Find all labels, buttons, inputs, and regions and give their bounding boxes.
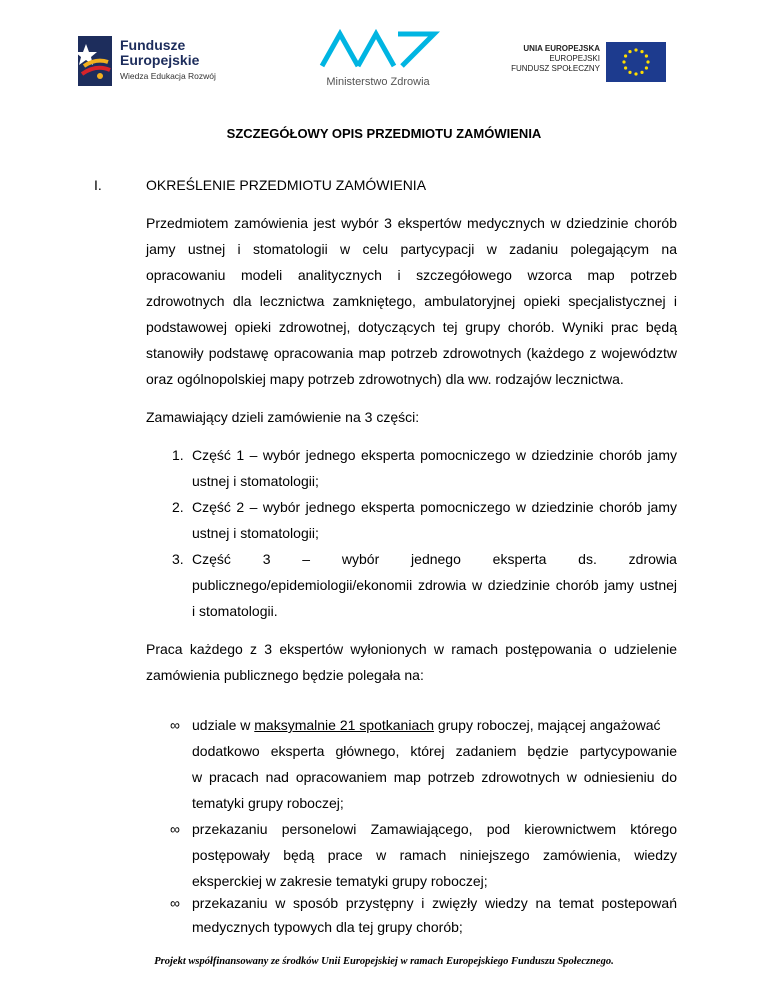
paragraph-line: zdrowotnych dla lecznictwa zamkniętego, ambulatoryjnej opieki specjalistycznej i [146, 293, 677, 309]
bullet-item: przekazaniu personelowi Zamawiającego, pod kierownictwem którego [192, 821, 677, 837]
unia-europejska-logo [496, 42, 686, 88]
list-number: 2. [172, 499, 184, 515]
bullet-icon: ∞ [170, 717, 180, 733]
list-word: ds. [578, 551, 597, 567]
paragraph-line: Praca każdego z 3 ekspertów wyłonionych w ramach postępowania o udzielenie [146, 641, 677, 657]
list-number: 3. [172, 551, 184, 567]
ue-line2: EUROPEJSKI [549, 54, 600, 63]
section-heading: OKREŚLENIE PRZEDMIOTU ZAMÓWIENIA [146, 177, 427, 193]
ue-line1: UNIA EUROPEJSKA [523, 44, 600, 53]
list-item: Część 2 – wybór jednego eksperta pomocniczego w dziedzinie chorób jamy [192, 499, 677, 515]
underlined-phrase: maksymalnie 21 spotkaniach [254, 717, 435, 733]
list-word: 3 [262, 551, 271, 567]
header-logos [0, 20, 768, 110]
bullet-item-continued: eksperckiej w zakresie tematyki grupy roboczej; [192, 873, 488, 889]
paragraph-line: podstawowej opieki zdrowotnej, dotyczących tej grupy chorób. Wyniki prac będą [146, 319, 677, 335]
bullet-item-continued: dodatkowo eksperta głównego, której zadaniem będzie partycypowanie [192, 743, 677, 759]
paragraph-line: opracowaniu modeli analitycznych i szczegółowego wzorca map potrzeb [146, 267, 677, 283]
paragraph-line: stanowiły podstawę opracowania map potrzeb zdrowotnych (każdego z województw [146, 345, 677, 361]
fundusze-europejskie-logo [78, 36, 238, 88]
paragraph-line: jamy ustnej i stomatologii w celu partycypacji w zadaniu polegającym na [146, 241, 677, 257]
list-word: wybór [341, 551, 380, 567]
fe-star-icon [78, 36, 112, 86]
list-number: 1. [172, 447, 184, 463]
ue-line3: FUNDUSZ SPOŁECZNY [511, 64, 600, 73]
fe-subtitle: Wiedza Edukacja Rozwój [120, 71, 216, 81]
paragraph-line: Przedmiotem zamówienia jest wybór 3 ekspertów medycznych w dziedzinie chorób [146, 215, 677, 231]
section-number: I. [94, 177, 102, 193]
bullet-item-continued: tematyki grupy roboczej; [192, 795, 344, 811]
bullet-item: przekazaniu w sposób przystępny i zwięzły wiedzy na temat postepowań [192, 895, 677, 911]
list-word: eksperta [492, 551, 547, 567]
mz-mark-icon [318, 28, 440, 72]
list-word: zdrowia [628, 551, 677, 567]
page-footer: Projekt współfinansowany ze środków Unii Europejskiej w ramach Europejskiego Funduszu Społecznego. [154, 956, 614, 967]
paragraph-line: oraz ogólnopolskiej mapy potrzeb zdrowotnych) dla ww. rodzajów lecznictwa. [146, 371, 624, 387]
list-item [192, 550, 677, 568]
bullet-item-continued: postępowały będą prace w ramach niniejszego zamówienia, wiedzy [192, 847, 677, 863]
list-item-continued: ustnej i stomatologii; [192, 525, 319, 541]
parts-intro: Zamawiający dzieli zamówienie na 3 części: [146, 409, 420, 425]
list-item: Część 1 – wybór jednego eksperta pomocniczego w dziedzinie chorób jamy [192, 447, 677, 463]
paragraph-line: zamówienia publicznego będzie polegała na: [146, 667, 424, 683]
bullet-item [192, 716, 677, 734]
bullet-post: grupy roboczej, mającej angażować [434, 717, 661, 733]
bullet-icon: ∞ [170, 895, 180, 911]
ministerstwo-zdrowia-logo [312, 28, 444, 94]
document-title: SZCZEGÓŁOWY OPIS PRZEDMIOTU ZAMÓWIENIA [226, 126, 542, 141]
list-item-continued: i stomatologii. [192, 603, 278, 619]
fe-name-line2: Europejskie [120, 52, 200, 68]
fe-name-line1: Fundusze [120, 37, 186, 53]
bullet-icon: ∞ [170, 821, 180, 837]
list-word: jednego [411, 551, 461, 567]
bullet-item-continued: medycznych typowych dla tej grupy chorób; [192, 919, 463, 935]
list-word: – [302, 551, 311, 567]
bullet-item-continued: w pracach nad opracowaniem map potrzeb zdrowotnych w odniesieniu do [192, 769, 677, 785]
eu-flag-icon [606, 42, 666, 82]
list-item-continued: publicznego/epidemiologii/ekonomii zdrowia w dziedzinie chorób jamy ustnej [192, 577, 677, 593]
list-word: Część [192, 551, 231, 567]
list-item-continued: ustnej i stomatologii; [192, 473, 319, 489]
bullet-text-start [192, 716, 661, 734]
bullet-pre: udziale w [192, 717, 255, 733]
mz-name: Ministerstwo Zdrowia [326, 76, 430, 88]
